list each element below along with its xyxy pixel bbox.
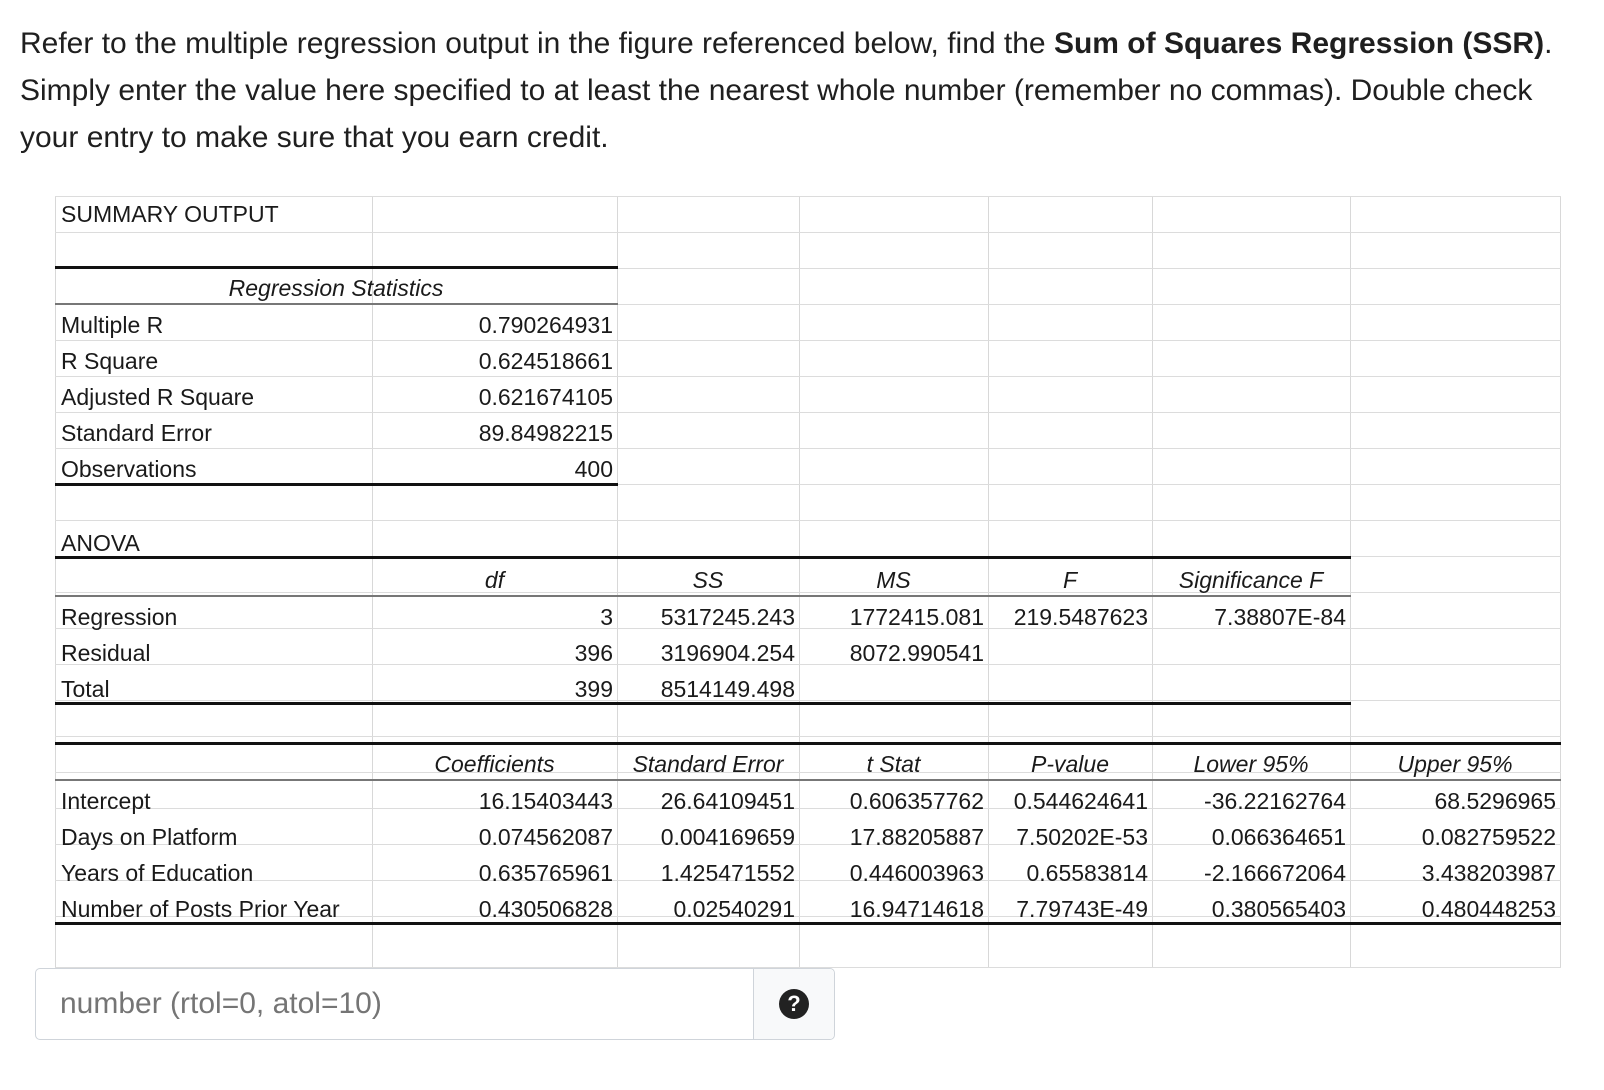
anova-row-label: Total: [61, 676, 110, 702]
coef-value: -2.166672064: [1204, 860, 1346, 886]
coef-row-label: Days on Platform: [61, 824, 238, 850]
answer-input[interactable]: [36, 969, 753, 1039]
coef-value: 68.5296965: [1434, 788, 1556, 814]
coef-header: Lower 95%: [1193, 751, 1309, 777]
regstat-label: Standard Error: [61, 420, 212, 446]
coef-row-label: Number of Posts Prior Year: [61, 896, 340, 922]
coef-value: 17.88205887: [849, 824, 984, 850]
anova-ss: 3196904.254: [660, 640, 795, 666]
coef-header: Coefficients: [434, 751, 555, 777]
regression-statistics-title: Regression Statistics: [228, 275, 444, 301]
coef-value: 26.64109451: [660, 788, 795, 814]
coef-value: 0.544624641: [1013, 788, 1148, 814]
regstat-label: Multiple R: [61, 312, 164, 338]
coef-value: 0.430506828: [478, 896, 613, 922]
anova-df: 396: [574, 640, 613, 666]
anova-title: ANOVA: [61, 530, 140, 556]
question-mark-icon: ?: [779, 989, 809, 1019]
coef-header: t Stat: [866, 751, 921, 777]
regstat-label: R Square: [61, 348, 159, 374]
coef-row-label: Years of Education: [61, 860, 254, 886]
regstat-value: 0.790264931: [478, 312, 613, 338]
anova-row-label: Residual: [61, 640, 151, 666]
anova-header-df: df: [484, 567, 505, 593]
coef-header: Standard Error: [632, 751, 784, 777]
coef-value: 3.438203987: [1421, 860, 1556, 886]
coef-value: 16.15403443: [478, 788, 613, 814]
anova-df: 399: [574, 676, 613, 702]
coef-value: 7.50202E-53: [1016, 824, 1148, 850]
anova-row-label: Regression: [61, 604, 178, 630]
coef-value: 7.79743E-49: [1016, 896, 1148, 922]
anova-ss: 8514149.498: [660, 676, 795, 702]
coef-value: 0.606357762: [849, 788, 984, 814]
regstat-value: 89.84982215: [478, 420, 613, 446]
coef-value: 0.65583814: [1026, 860, 1148, 886]
coef-row-label: Intercept: [61, 788, 151, 814]
coef-value: 0.380565403: [1211, 896, 1346, 922]
regstat-value: 0.621674105: [478, 384, 613, 410]
anova-header-f: F: [1062, 567, 1078, 593]
regstat-label: Observations: [61, 456, 197, 482]
summary-output-title: SUMMARY OUTPUT: [61, 201, 279, 227]
question-text: [20, 20, 1580, 161]
coef-value: 0.635765961: [478, 860, 613, 886]
question-part-2: . Simply enter the value here specified to at least the nearest whole number (remember no commas). Double check your entry to make sure that you earn credit.: [20, 27, 1553, 154]
regstat-label: Adjusted R Square: [61, 384, 255, 410]
anova-header-ms: MS: [876, 567, 911, 593]
coef-header: P-value: [1031, 751, 1109, 777]
coef-value: 0.02540291: [673, 896, 795, 922]
coef-value: -36.22162764: [1204, 788, 1346, 814]
anova-header-ss: SS: [692, 567, 724, 593]
anova-ss-regression: 5317245.243: [660, 604, 795, 630]
coef-value: 0.446003963: [849, 860, 984, 886]
coef-value: 0.074562087: [478, 824, 613, 850]
regstat-value: 0.624518661: [478, 348, 613, 374]
anova-df: 3: [600, 604, 613, 630]
coef-value: 0.066364651: [1211, 824, 1346, 850]
anova-f: 219.5487623: [1013, 604, 1148, 630]
anova-ms: 1772415.081: [849, 604, 984, 630]
answer-input-group: [35, 968, 835, 1040]
coef-value: 0.480448253: [1421, 896, 1556, 922]
regression-output-figure: [55, 196, 1561, 968]
coef-value: 16.94714618: [849, 896, 984, 922]
anova-ms: 8072.990541: [849, 640, 984, 666]
coef-header: Upper 95%: [1397, 751, 1513, 777]
coef-value: 1.425471552: [660, 860, 795, 886]
coef-value: 0.082759522: [1421, 824, 1556, 850]
question-part-1: Refer to the multiple regression output in the figure referenced below, find the: [20, 27, 1054, 60]
question-bold-term: Sum of Squares Regression (SSR): [1053, 27, 1545, 60]
regstat-value: 400: [574, 456, 613, 482]
help-button[interactable]: [753, 969, 834, 1039]
coef-value: 0.004169659: [660, 824, 795, 850]
anova-header-significance-f: Significance F: [1178, 567, 1324, 593]
anova-significance-f: 7.38807E-84: [1214, 604, 1346, 630]
